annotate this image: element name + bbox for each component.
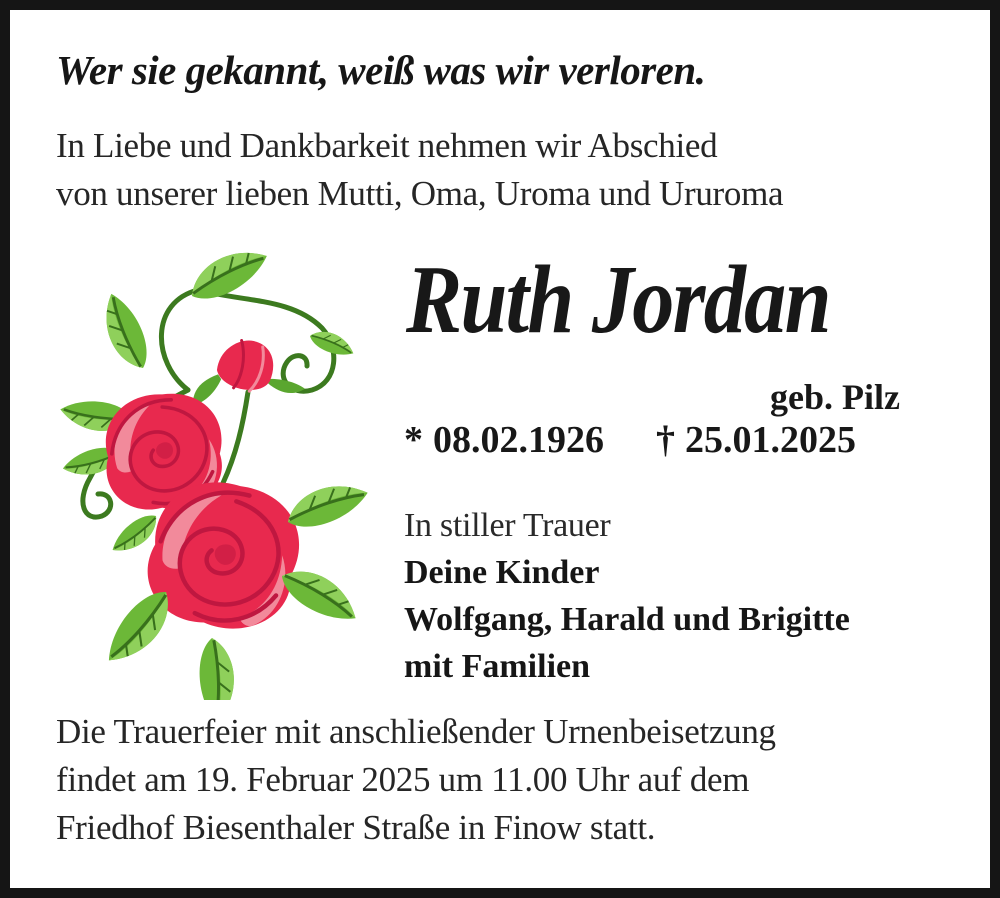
mourning-line-1: In stiller Trauer (404, 507, 611, 544)
birth-date: 08.02.1926 (433, 419, 604, 461)
birth-asterisk-icon: * (404, 419, 423, 461)
death-cross-icon: † (656, 419, 675, 461)
funeral-line-2: findet am 19. Februar 2025 um 11.00 Uhr auf dem (56, 760, 750, 799)
death-date: 25.01.2025 (685, 419, 856, 461)
funeral-info (56, 708, 776, 852)
epigraph: Wer sie gekannt, weiß was wir verloren. (56, 47, 706, 93)
death-date-group (656, 418, 856, 462)
mourning-block (404, 502, 850, 690)
intro-text (56, 122, 783, 218)
leaf (99, 289, 152, 375)
mourning-line-3: Wolfgang, Harald und Brigitte (404, 601, 850, 638)
leaf (283, 479, 372, 531)
life-dates (404, 418, 856, 462)
mourning-line-2: Deine Kinder (404, 554, 600, 591)
intro-line-2: von unserer lieben Mutti, Oma, Uroma und Ururoma (56, 174, 784, 213)
rose-vine-illustration (40, 240, 380, 700)
funeral-line-1: Die Trauerfeier mit anschließender Urnenbeisetzung (56, 712, 776, 751)
funeral-line-3: Friedhof Biesenthaler Straße in Finow statt. (56, 808, 656, 847)
deceased-name: Ruth Jordan (406, 246, 830, 354)
intro-line-1: In Liebe und Dankbarkeit nehmen wir Abschied (56, 126, 718, 165)
birth-date-group (404, 418, 604, 462)
mourning-line-4: mit Familien (404, 648, 591, 685)
leaf (195, 637, 237, 700)
maiden-name: geb. Pilz (770, 377, 900, 417)
